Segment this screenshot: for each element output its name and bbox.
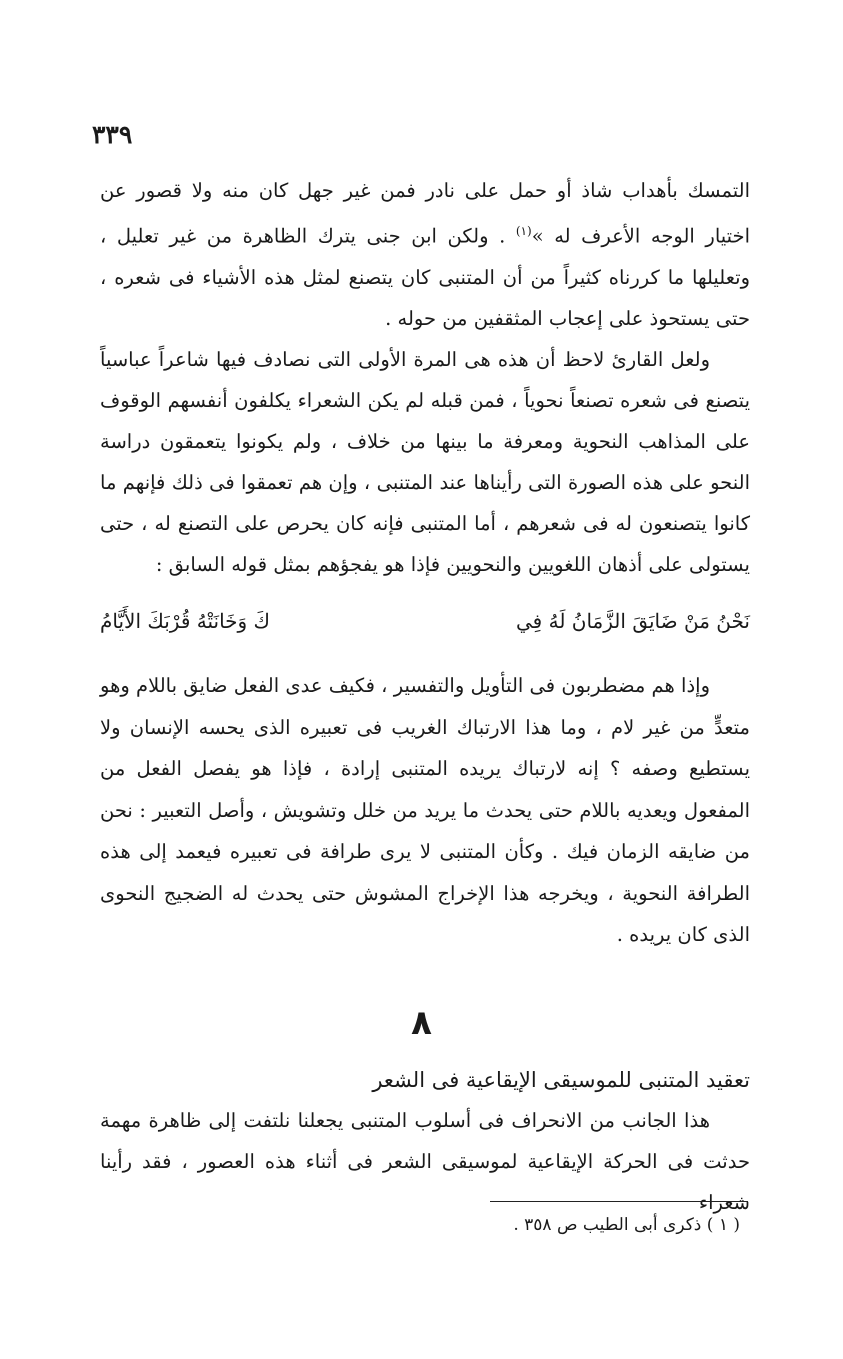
poetry-verse [100, 601, 750, 642]
paragraph-continued [100, 170, 750, 339]
paragraph-text-1: التمسك بأهداب شاذ أو حمل على نادر فمن غير جهل كان منه ولا قصور عن اختيار الوجه الأعرف له » [100, 179, 750, 248]
footnote-marker: (١) [515, 224, 532, 238]
body-text-top [100, 170, 750, 585]
section-number: ٨ [411, 1003, 432, 1043]
section-heading: تعقيد المتنبى للموسيقى الإيقاعية فى الشعر [372, 1068, 750, 1092]
paragraph: ولعل القارئ لاحظ أن هذه هى المرة الأولى التى نصادف فيها شاعراً عباسياً يتصنع فى شعره تصنعاً نحوياً ، فمن قبله لم يكن الشعراء يكلفون أنفسهم الوقوف على المذاهب النحوية ومعرفة ما بينها من خلاف ، ولم يكونوا يتعمقون دراسة النحو على هذه الصورة التى رأيناها عند المتنبى ، وإن هم تعمقوا فى ذلك فإنهم ما كانوا يتصنعون له فى شعرهم ، أما المتنبى فإنه كان يحرص على التصنع له ، حتى يستولى على أذهان اللغويين والنحويين فإذا هو يفجؤهم بمثل قوله السابق : [100, 347, 750, 576]
page-number: ٣٣٩ [92, 120, 133, 149]
footnote-divider [490, 1201, 748, 1202]
paragraph: هذا الجانب من الانحراف فى أسلوب المتنبى يجعلنا نلتفت إلى ظاهرة مهمة حدثت فى الحركة الإيقاعية لموسيقى الشعر فى أثناء هذه العصور ، فقد رأينا شعراء [100, 1109, 750, 1214]
verse-hemistich-first: نَحْنُ مَنْ ضَايَقَ الزَّمَانُ لَهُ فِي [516, 609, 750, 633]
paragraph: وإذا هم مضطربون فى التأويل والتفسير ، فكيف عدى الفعل ضايق باللام وهو متعدٍّ من غير لام ، وما هذا الارتباك الغريب فى تعبيره الذى يحسه الإنسان ولا يستطيع وصفه ؟ إنه لارتباك يريده المتنبى إرادة ، فإذا هو يفصل الفعل من المفعول ويعديه باللام حتى يحدث ما يريد من خلل وتشويش ، وأصل التعبير : نحن من ضايقه الزمان فيك . وكأن المتنبى لا يرى طرافة فى تعبيره فيعمد إلى هذه الطرافة النحوية ، ويخرجه هذا الإخراج المشوش حتى يحدث له الضجيج النحوى الذى كان يريده . [100, 674, 750, 946]
body-text-middle [100, 665, 750, 956]
verse-hemistich-second: كَ وَخَانَتْهُ قُرْبَكَ الأَيَّامُ [100, 609, 271, 633]
paragraph-text-2: . ولكن ابن جنى يترك الظاهرة من غير تعليل ، وتعليلها ما كررناه كثيراً من أن المتنبى كان يتصنع لمثل هذه الأشياء فى شعره ، حتى يستحوذ على إعجاب المثقفين من حوله . [100, 224, 750, 330]
footnote: ( ١ ) ذكرى أبى الطيب ص ٣٥٨ . [513, 1215, 740, 1235]
body-text-bottom [100, 1100, 750, 1223]
